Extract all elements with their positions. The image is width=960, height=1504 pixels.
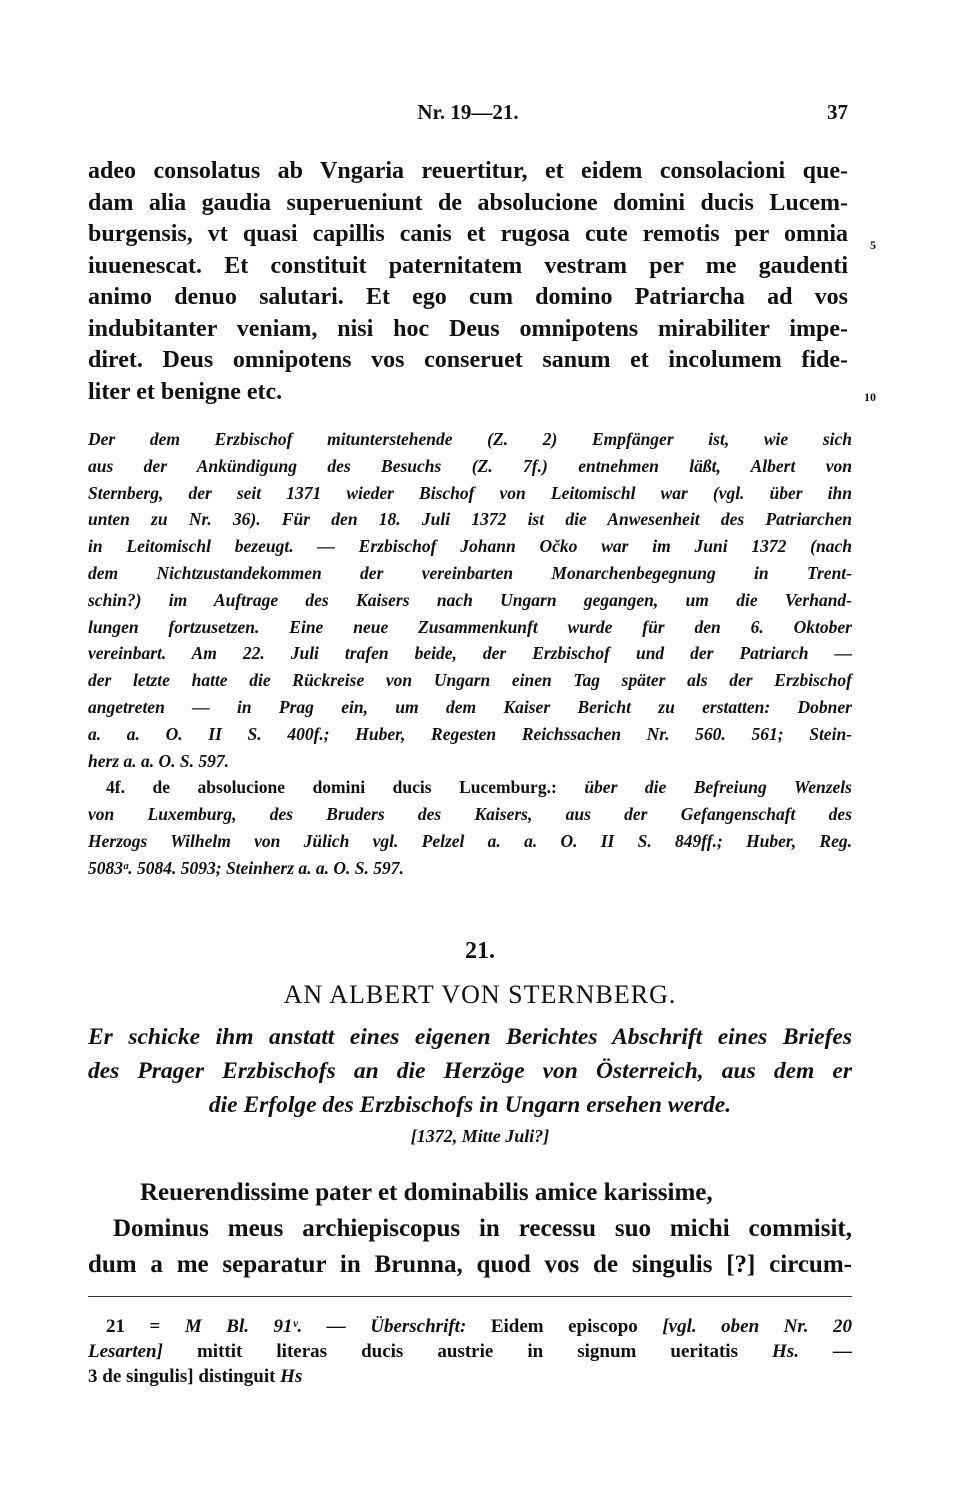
main-text-line: iuuenescat. Et constituit paternitatem vestram per me gaudenti bbox=[88, 252, 848, 279]
regest-line: die Erfolge des Erzbischofs in Ungarn ersehen werde. bbox=[208, 1092, 732, 1118]
commentary-line: Sternberg, der seit 1371 wieder Bischof von Leitomischl war (vgl. über ihn bbox=[88, 482, 852, 503]
commentary-line: aus der Ankündigung des Besuchs (Z. 7f.) entnehmen läßt, Albert von bbox=[88, 455, 852, 476]
commentary-line: lungen fortzusetzen. Eine neue Zusammenkunft wurde für den 6. Oktober bbox=[88, 616, 852, 637]
apparatus-text: mittit literas ducis austrie in signum ueritatis bbox=[162, 1341, 773, 1362]
commentary-line: von Luxemburg, des Bruders des Kaisers, aus der Gefangenschaft des bbox=[88, 804, 852, 825]
footnote-divider bbox=[88, 1296, 852, 1297]
critical-apparatus bbox=[88, 1314, 852, 1389]
commentary-line: der letzte hatte die Rückreise von Ungarn einen Tag später als der Erzbischof bbox=[88, 670, 852, 691]
letter-line: Dominus meus archiepiscopus in recessu suo michi commisit, bbox=[113, 1215, 852, 1242]
letter-text bbox=[88, 1175, 852, 1283]
commentary-line: Herzogs Wilhelm von Jülich vgl. Pelzel a. a. O. II S. 849ff.; Huber, Reg. bbox=[88, 830, 852, 851]
commentary-line: 5083ᵃ. 5084. 5093; Steinherz a. a. O. S. 597. bbox=[88, 857, 404, 878]
note-text: über die Befreiung Wenzels bbox=[556, 777, 852, 798]
letter-line: dum a me separatur in Brunna, quod vos de singulis [?] circum- bbox=[88, 1251, 852, 1278]
apparatus-note: Hs bbox=[280, 1366, 303, 1387]
apparatus-source: M Bl. 91ᵛ. — Überschrift: bbox=[184, 1316, 467, 1337]
note-reference: 4f. de absolucione domini ducis Lucemburg.: bbox=[106, 777, 557, 798]
document-title: AN ALBERT VON STERNBERG. bbox=[283, 980, 677, 1009]
main-text-line: adeo consolatus ab Vngaria reuertitur, et eidem consolacioni que- bbox=[88, 158, 848, 184]
margin-line-number: 5 bbox=[870, 238, 876, 252]
commentary-line: unten zu Nr. 36). Für den 18. Juli 1372 ist die Anwesenheit des Patriarchen bbox=[88, 509, 852, 530]
apparatus-note: Lesarten] bbox=[88, 1341, 163, 1362]
page-number: 37 bbox=[827, 100, 848, 124]
document-number: 21. bbox=[465, 938, 495, 964]
commentary-note bbox=[88, 774, 852, 801]
main-text-line: animo denuo salutari. Et ego cum domino Patriarcha ad vos bbox=[88, 284, 848, 310]
main-text-line: liter et benigne etc. bbox=[88, 378, 283, 405]
letter-salutation: Reuerendissime pater et dominabilis amice karissime, bbox=[140, 1179, 713, 1206]
apparatus-text: 3 de singulis] distinguit bbox=[88, 1366, 281, 1387]
commentary-line: angetreten — in Prag ein, um dem Kaiser Bericht zu erstatten: Dobner bbox=[88, 696, 852, 717]
header-title: Nr. 19—21. bbox=[417, 100, 519, 124]
main-text-line: indubitanter veniam, nisi hoc Deus omnipotens mirabiliter impe- bbox=[88, 315, 848, 342]
commentary-line: in Leitomischl bezeugt. — Erzbischof Johann Očko war im Juni 1372 (nach bbox=[88, 536, 852, 557]
main-text-line: dam alia gaudia superueniunt de absolucione domini ducis Lucem- bbox=[88, 189, 848, 216]
commentary-line: dem Nichtzustandekommen der vereinbarten Monarchenbegegnung in Trent- bbox=[88, 562, 852, 583]
apparatus-ref: 21 = bbox=[106, 1316, 185, 1337]
commentary-line: herz a. a. O. S. 597. bbox=[88, 750, 229, 771]
commentary-line: a. a. O. II S. 400f.; Huber, Regesten Reichssachen Nr. 560. 561; Stein- bbox=[88, 723, 852, 744]
apparatus-line bbox=[88, 1364, 852, 1389]
margin-line-number: 10 bbox=[864, 390, 876, 404]
main-text-line: diret. Deus omnipotens vos conseruet sanum et incolumem fide- bbox=[88, 347, 848, 373]
apparatus-text: Eidem episcopo bbox=[466, 1316, 663, 1337]
regest-line: des Prager Erzbischofs an die Herzöge von Österreich, aus dem er bbox=[88, 1058, 852, 1084]
document-date: [1372, Mitte Juli?] bbox=[410, 1126, 550, 1146]
commentary-line: Der dem Erzbischof mitunterstehende (Z. 2) Empfänger ist, wie sich bbox=[88, 429, 852, 449]
apparatus-line bbox=[88, 1314, 852, 1339]
running-header bbox=[88, 100, 848, 130]
regest bbox=[88, 1020, 852, 1122]
commentary bbox=[88, 426, 852, 882]
main-text bbox=[88, 156, 848, 408]
apparatus-line bbox=[88, 1339, 852, 1364]
commentary-line: schin?) im Auftrage des Kaisers nach Ungarn gegangen, um die Verhand- bbox=[88, 589, 852, 610]
regest-line: Er schicke ihm anstatt eines eigenen Berichtes Abschrift eines Briefes bbox=[88, 1024, 852, 1050]
main-text-line: burgensis, vt quasi capillis canis et rugosa cute remotis per omnia bbox=[88, 221, 848, 247]
apparatus-note: Hs. — bbox=[772, 1341, 852, 1362]
commentary-line: vereinbart. Am 22. Juli trafen beide, der Erzbischof und der Patriarch — bbox=[88, 643, 852, 664]
apparatus-note: [vgl. oben Nr. 20 bbox=[662, 1316, 853, 1337]
